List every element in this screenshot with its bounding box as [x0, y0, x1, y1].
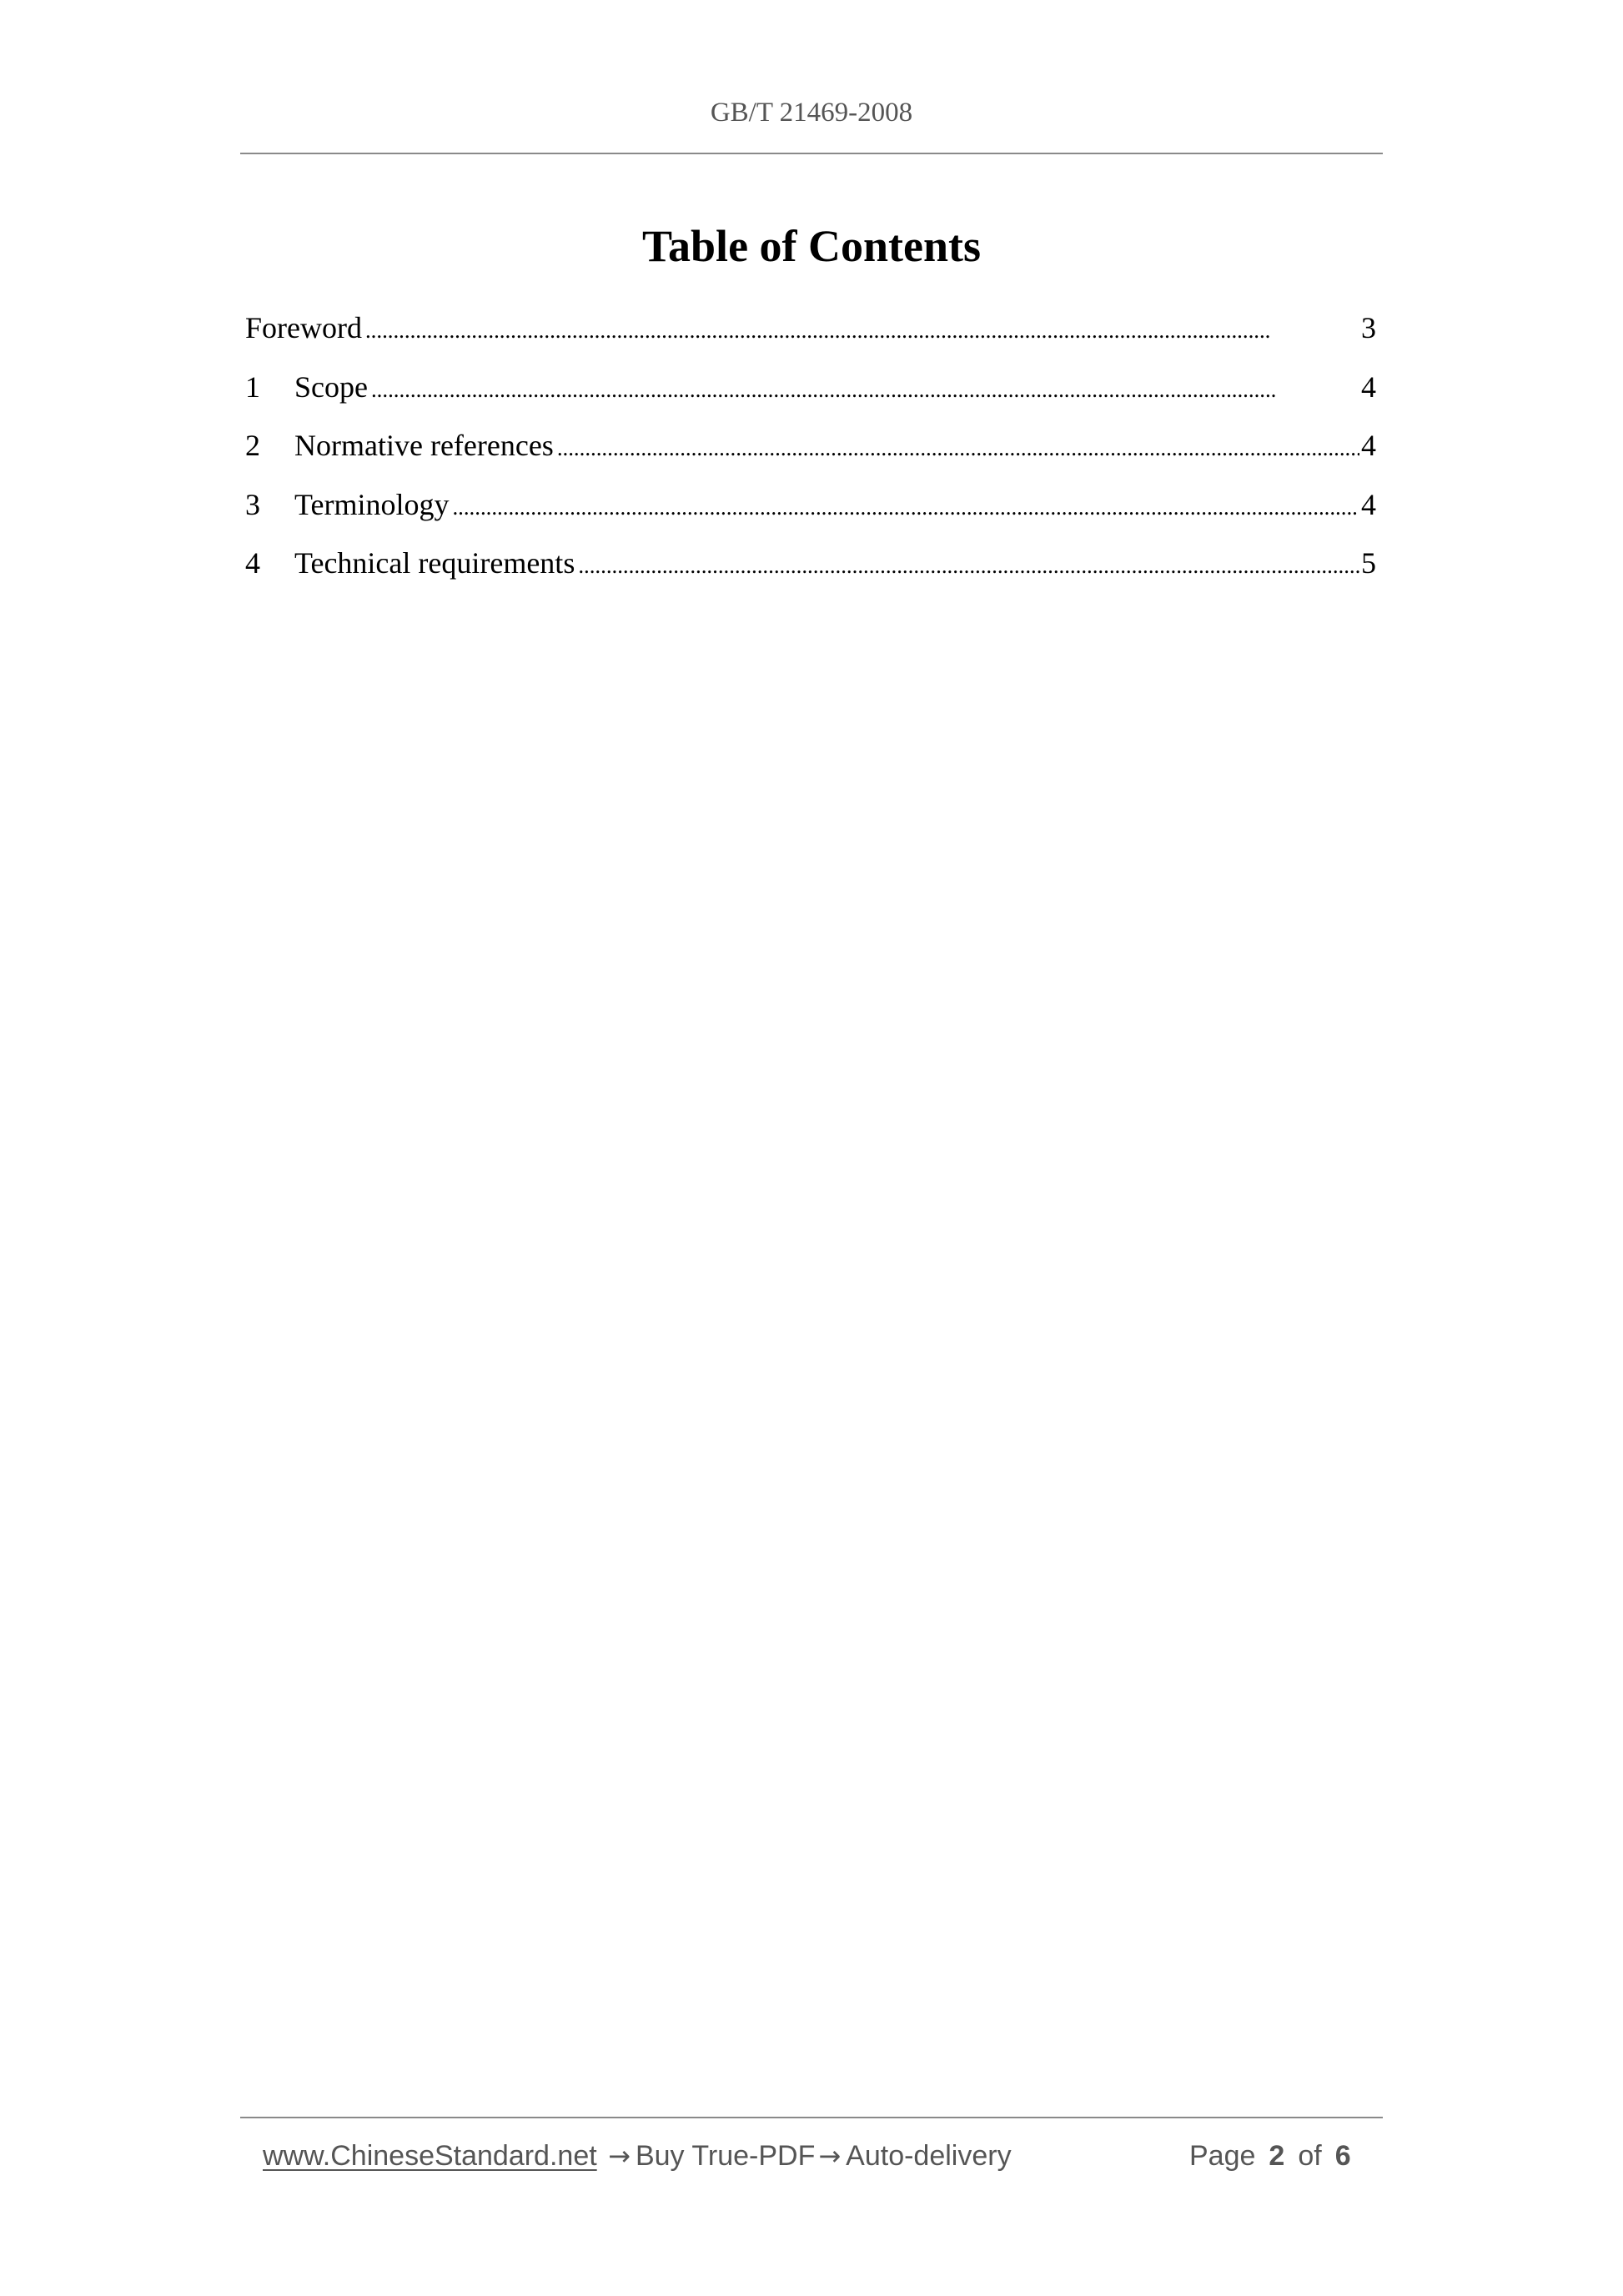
toc-entry-normative-references[interactable]: [245, 426, 1376, 485]
site-link[interactable]: www.ChineseStandard.net: [263, 2140, 597, 2172]
running-header: [240, 93, 1383, 132]
toc-entry-page: 4: [1359, 368, 1376, 406]
arrow-right-icon: →: [818, 2140, 842, 2172]
toc-entry-terminology[interactable]: [245, 485, 1376, 545]
dot-leader: [578, 546, 1359, 585]
auto-delivery-text: Auto-delivery: [846, 2140, 1012, 2172]
toc-entry-page: 4: [1359, 485, 1376, 524]
toc-entry-number: 4: [245, 546, 260, 580]
toc-list: [245, 309, 1376, 603]
dot-leader: [365, 311, 1359, 349]
page-indicator: [1189, 2135, 1351, 2177]
total-pages-number: 6: [1334, 2140, 1351, 2172]
toc-entry-technical-requirements[interactable]: [245, 544, 1376, 603]
toc-entry-label: Foreword: [245, 309, 365, 347]
standard-code: GB/T 21469-2008: [710, 98, 913, 128]
header-rule: [240, 153, 1383, 154]
dot-leader: [557, 429, 1359, 467]
page-footer: [263, 2135, 1364, 2177]
dot-leader: [371, 370, 1359, 409]
dot-leader: [452, 488, 1359, 526]
toc-entry-number: 3: [245, 487, 260, 521]
toc-entry-page: 4: [1359, 426, 1376, 465]
toc-entry-label: Scope: [294, 368, 371, 406]
toc-entry-label: Normative references: [294, 426, 557, 465]
current-page-number: 2: [1269, 2140, 1285, 2172]
toc-entry-page: 5: [1359, 544, 1376, 582]
footer-promo: [263, 2135, 1012, 2177]
page-title: Table of Contents: [641, 221, 982, 271]
toc-entry-page: 3: [1359, 309, 1376, 347]
toc-entry-number: 1: [245, 369, 260, 404]
buy-true-pdf-text: Buy True-PDF: [635, 2140, 816, 2172]
arrow-right-icon: →: [608, 2140, 631, 2172]
page-word: Page: [1189, 2140, 1256, 2172]
toc-entry-label: Terminology: [294, 485, 452, 524]
footer-rule: [240, 2117, 1383, 2118]
toc-entry-foreword[interactable]: [245, 309, 1376, 368]
toc-entry-number: 2: [245, 429, 260, 462]
toc-entry-scope[interactable]: [245, 368, 1376, 427]
toc-entry-label: Technical requirements: [294, 544, 578, 582]
of-word: of: [1298, 2140, 1322, 2172]
